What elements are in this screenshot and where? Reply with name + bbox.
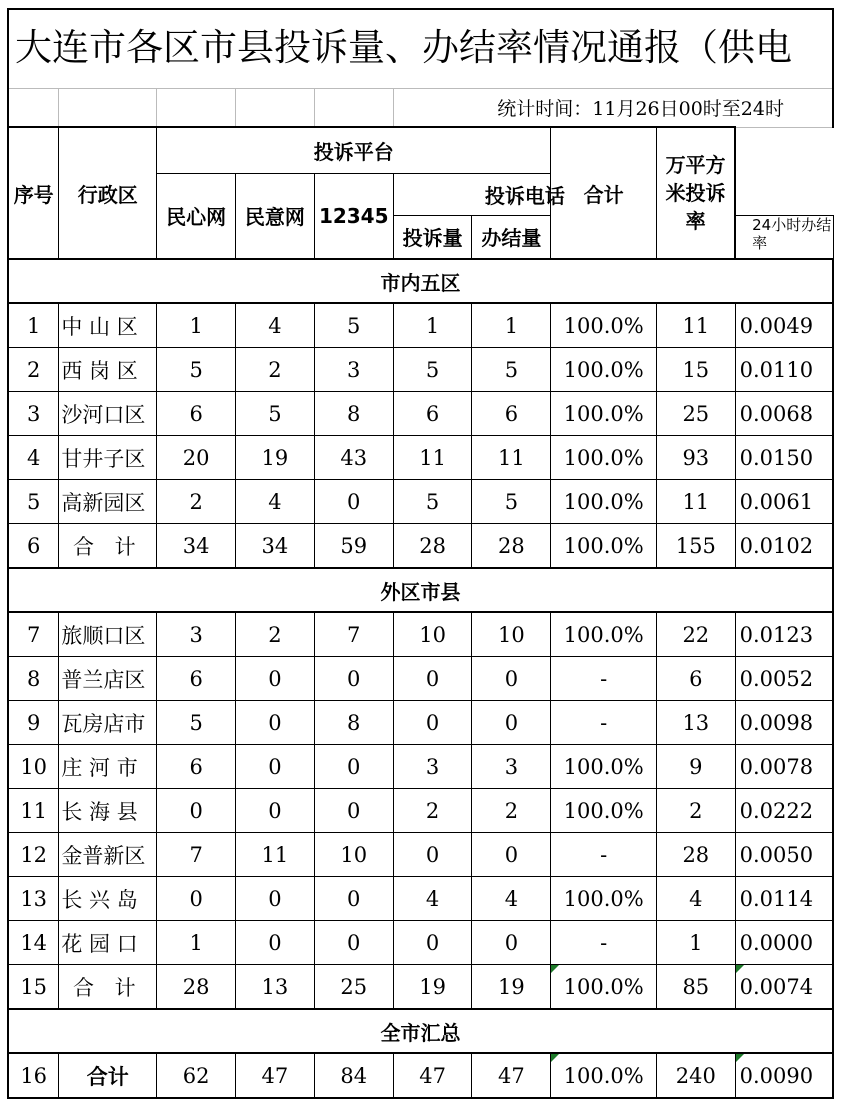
header-seq: 序号 <box>8 127 59 259</box>
header-complaints: 投诉量 <box>393 215 472 259</box>
cell-hotline: 0 <box>314 789 393 833</box>
cell-rate24: 100.0% <box>551 1053 657 1098</box>
table-row <box>8 392 833 436</box>
cell-resolved: 0 <box>472 657 551 701</box>
stat-time: 统计时间：11月26日00时至24时 <box>393 89 833 128</box>
page-title: 大连市各区市县投诉量、办结率情况通报（供电 <box>15 26 792 69</box>
report-sheet <box>7 8 834 1098</box>
cell-minxin: 3 <box>157 612 236 657</box>
cell-ratio: 0.0123 <box>735 612 833 657</box>
cell-minyi: 0 <box>236 877 315 921</box>
cell-seq: 14 <box>8 921 59 965</box>
section-row <box>8 568 833 612</box>
cell-ratio: 0.0061 <box>735 480 833 524</box>
cell-seq: 13 <box>8 877 59 921</box>
cell-hotline: 25 <box>314 965 393 1010</box>
table-row <box>8 480 833 524</box>
cell-ratio: 0.0102 <box>735 524 833 569</box>
cell-district: 普兰店区 <box>59 657 157 701</box>
table-row <box>8 1053 833 1098</box>
cell-minyi: 34 <box>236 524 315 569</box>
cell-ratio: 0.0052 <box>735 657 833 701</box>
cell-total: 15 <box>657 348 736 392</box>
cell-seq: 3 <box>8 392 59 436</box>
cell-minxin: 1 <box>157 921 236 965</box>
cell-seq: 10 <box>8 745 59 789</box>
cell-minyi: 0 <box>236 745 315 789</box>
cell-total: 155 <box>657 524 736 569</box>
header-rate24: 24小时办结率 <box>735 215 833 259</box>
cell-complaints: 28 <box>393 524 472 569</box>
cell-rate24: 100.0% <box>551 524 657 569</box>
cell-total: 6 <box>657 657 736 701</box>
cell-minxin: 1 <box>157 303 236 348</box>
header-resolved: 办结量 <box>472 215 551 259</box>
cell-rate24: 100.0% <box>551 877 657 921</box>
cell-seq: 9 <box>8 701 59 745</box>
cell-complaints: 4 <box>393 877 472 921</box>
table-row <box>8 877 833 921</box>
cell-district: 金普新区 <box>59 833 157 877</box>
cell-complaints: 3 <box>393 745 472 789</box>
cell-rate24: - <box>551 657 657 701</box>
cell-seq: 16 <box>8 1053 59 1098</box>
cell-minyi: 2 <box>236 612 315 657</box>
cell-total: 93 <box>657 436 736 480</box>
cell-minxin: 2 <box>157 480 236 524</box>
cell-resolved: 0 <box>472 921 551 965</box>
cell-total: 85 <box>657 965 736 1010</box>
table-row <box>8 348 833 392</box>
cell-rate24: - <box>551 921 657 965</box>
cell-hotline: 0 <box>314 745 393 789</box>
cell-minxin: 5 <box>157 348 236 392</box>
cell-resolved: 5 <box>472 480 551 524</box>
cell-resolved: 0 <box>472 701 551 745</box>
cell-minyi: 0 <box>236 921 315 965</box>
cell-minxin: 62 <box>157 1053 236 1098</box>
table-row <box>8 701 833 745</box>
cell-ratio: 0.0114 <box>735 877 833 921</box>
cell-complaints: 47 <box>393 1053 472 1098</box>
cell-total: 28 <box>657 833 736 877</box>
cell-minxin: 28 <box>157 965 236 1010</box>
cell-ratio: 0.0078 <box>735 745 833 789</box>
cell-complaints: 0 <box>393 921 472 965</box>
cell-ratio: 0.0110 <box>735 348 833 392</box>
cell-minyi: 0 <box>236 789 315 833</box>
cell-district: 花 园 口 <box>59 921 157 965</box>
cell-hotline: 0 <box>314 877 393 921</box>
cell-resolved: 19 <box>472 965 551 1010</box>
cell-resolved: 2 <box>472 789 551 833</box>
cell-rate24: 100.0% <box>551 612 657 657</box>
cell-ratio: 0.0098 <box>735 701 833 745</box>
cell-complaints: 5 <box>393 348 472 392</box>
cell-complaints: 19 <box>393 965 472 1010</box>
cell-seq: 12 <box>8 833 59 877</box>
cell-district: 庄 河 市 <box>59 745 157 789</box>
cell-rate24: 100.0% <box>551 789 657 833</box>
cell-hotline: 0 <box>314 921 393 965</box>
cell-complaints: 0 <box>393 701 472 745</box>
cell-ratio: 0.0150 <box>735 436 833 480</box>
cell-total: 25 <box>657 392 736 436</box>
cell-district: 中 山 区 <box>59 303 157 348</box>
cell-total: 240 <box>657 1053 736 1098</box>
cell-resolved: 4 <box>472 877 551 921</box>
cell-ratio: 0.0090 <box>735 1053 833 1098</box>
cell-minyi: 4 <box>236 303 315 348</box>
cell-minxin: 6 <box>157 745 236 789</box>
cell-resolved: 28 <box>472 524 551 569</box>
cell-minxin: 34 <box>157 524 236 569</box>
cell-rate24: 100.0% <box>551 303 657 348</box>
header-minyi: 民意网 <box>236 173 315 259</box>
cell-seq: 15 <box>8 965 59 1010</box>
cell-ratio: 0.0000 <box>735 921 833 965</box>
cell-hotline: 43 <box>314 436 393 480</box>
cell-total: 9 <box>657 745 736 789</box>
cell-minxin: 0 <box>157 789 236 833</box>
cell-district: 长 兴 岛 <box>59 877 157 921</box>
cell-district: 高新园区 <box>59 480 157 524</box>
cell-total: 1 <box>657 921 736 965</box>
cell-complaints: 0 <box>393 833 472 877</box>
cell-hotline: 59 <box>314 524 393 569</box>
cell-minyi: 0 <box>236 657 315 701</box>
cell-hotline: 3 <box>314 348 393 392</box>
cell-resolved: 5 <box>472 348 551 392</box>
section-row <box>8 1009 833 1053</box>
cell-minxin: 20 <box>157 436 236 480</box>
table-row <box>8 436 833 480</box>
header-row-1 <box>8 127 833 173</box>
cell-district: 合 计 <box>59 524 157 569</box>
cell-complaints: 1 <box>393 303 472 348</box>
cell-minyi: 4 <box>236 480 315 524</box>
cell-resolved: 0 <box>472 833 551 877</box>
header-phone: 投诉电话 <box>393 173 656 215</box>
cell-ratio: 0.0050 <box>735 833 833 877</box>
cell-district: 长 海 县 <box>59 789 157 833</box>
cell-minyi: 19 <box>236 436 315 480</box>
cell-resolved: 11 <box>472 436 551 480</box>
cell-total: 4 <box>657 877 736 921</box>
cell-seq: 6 <box>8 524 59 569</box>
cell-complaints: 11 <box>393 436 472 480</box>
cell-rate24: 100.0% <box>551 348 657 392</box>
cell-district: 甘井子区 <box>59 436 157 480</box>
cell-minyi: 13 <box>236 965 315 1010</box>
table-row <box>8 612 833 657</box>
cell-district: 瓦房店市 <box>59 701 157 745</box>
cell-complaints: 5 <box>393 480 472 524</box>
cell-complaints: 6 <box>393 392 472 436</box>
cell-seq: 7 <box>8 612 59 657</box>
cell-district: 沙河口区 <box>59 392 157 436</box>
table-row <box>8 833 833 877</box>
cell-minxin: 6 <box>157 392 236 436</box>
table-row <box>8 745 833 789</box>
cell-minyi: 47 <box>236 1053 315 1098</box>
cell-rate24: 100.0% <box>551 392 657 436</box>
cell-rate24: 100.0% <box>551 480 657 524</box>
cell-district: 旅顺口区 <box>59 612 157 657</box>
cell-hotline: 84 <box>314 1053 393 1098</box>
cell-seq: 11 <box>8 789 59 833</box>
cell-rate24: - <box>551 701 657 745</box>
table-row <box>8 657 833 701</box>
table-row <box>8 921 833 965</box>
cell-resolved: 10 <box>472 612 551 657</box>
cell-minxin: 0 <box>157 877 236 921</box>
title-bar <box>7 8 834 88</box>
stat-time-row <box>8 89 833 128</box>
cell-ratio: 0.0049 <box>735 303 833 348</box>
cell-complaints: 10 <box>393 612 472 657</box>
header-rate-per-area: 万平方米投诉率 <box>657 127 736 259</box>
complaint-table <box>7 88 834 1099</box>
cell-resolved: 47 <box>472 1053 551 1098</box>
header-total: 合计 <box>551 127 657 259</box>
cell-total: 11 <box>657 303 736 348</box>
cell-hotline: 7 <box>314 612 393 657</box>
cell-total: 2 <box>657 789 736 833</box>
table-row <box>8 965 833 1010</box>
cell-total: 13 <box>657 701 736 745</box>
cell-minyi: 2 <box>236 348 315 392</box>
cell-resolved: 3 <box>472 745 551 789</box>
cell-resolved: 1 <box>472 303 551 348</box>
cell-seq: 5 <box>8 480 59 524</box>
cell-resolved: 6 <box>472 392 551 436</box>
cell-total: 22 <box>657 612 736 657</box>
cell-minyi: 11 <box>236 833 315 877</box>
cell-district: 合计 <box>59 1053 157 1098</box>
header-platform: 投诉平台 <box>157 127 551 173</box>
cell-minyi: 0 <box>236 701 315 745</box>
cell-minxin: 7 <box>157 833 236 877</box>
cell-complaints: 2 <box>393 789 472 833</box>
table-row <box>8 303 833 348</box>
cell-minxin: 6 <box>157 657 236 701</box>
cell-complaints: 0 <box>393 657 472 701</box>
cell-rate24: - <box>551 833 657 877</box>
section-title: 外区市县 <box>8 568 833 612</box>
section-title: 全市汇总 <box>8 1009 833 1053</box>
section-title: 市内五区 <box>8 259 833 303</box>
cell-minxin: 5 <box>157 701 236 745</box>
cell-hotline: 0 <box>314 657 393 701</box>
cell-hotline: 8 <box>314 392 393 436</box>
header-minxin: 民心网 <box>157 173 236 259</box>
cell-total: 11 <box>657 480 736 524</box>
cell-district: 合 计 <box>59 965 157 1010</box>
cell-ratio: 0.0222 <box>735 789 833 833</box>
cell-hotline: 0 <box>314 480 393 524</box>
header-12345: 12345 <box>314 173 393 259</box>
cell-hotline: 10 <box>314 833 393 877</box>
cell-hotline: 5 <box>314 303 393 348</box>
table-row <box>8 524 833 569</box>
cell-ratio: 0.0068 <box>735 392 833 436</box>
cell-rate24: 100.0% <box>551 965 657 1010</box>
cell-seq: 2 <box>8 348 59 392</box>
cell-hotline: 8 <box>314 701 393 745</box>
cell-seq: 8 <box>8 657 59 701</box>
section-row <box>8 259 833 303</box>
cell-district: 西 岗 区 <box>59 348 157 392</box>
cell-seq: 4 <box>8 436 59 480</box>
cell-ratio: 0.0074 <box>735 965 833 1010</box>
table-row <box>8 789 833 833</box>
cell-seq: 1 <box>8 303 59 348</box>
header-district: 行政区 <box>59 127 157 259</box>
cell-rate24: 100.0% <box>551 436 657 480</box>
cell-minyi: 5 <box>236 392 315 436</box>
cell-rate24: 100.0% <box>551 745 657 789</box>
